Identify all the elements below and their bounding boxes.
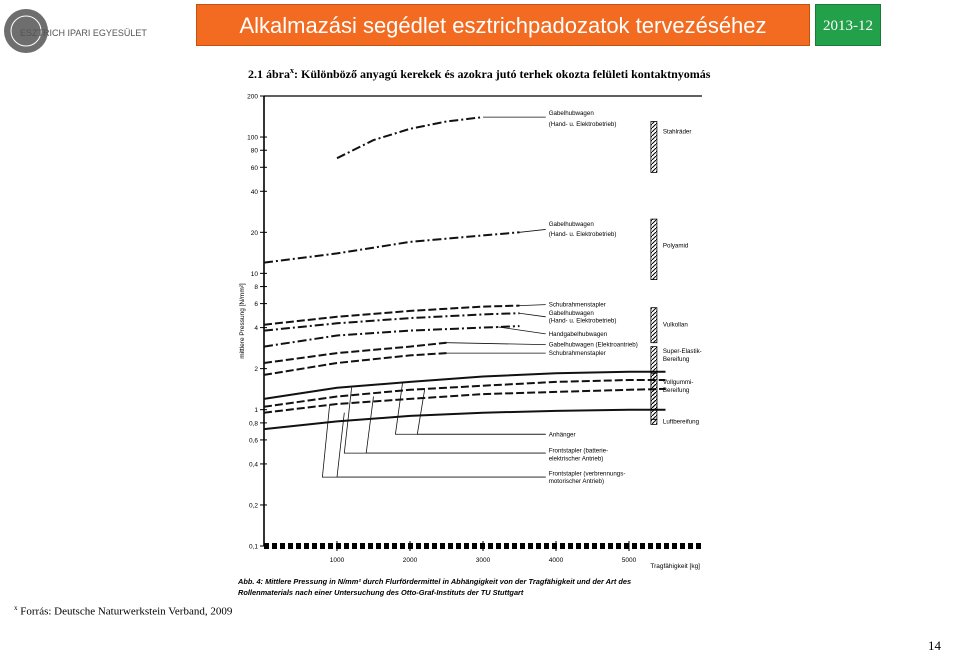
x-axis-band-segment — [304, 543, 309, 549]
y-tick-label: 10 — [250, 270, 258, 278]
x-axis-band-segment — [472, 543, 477, 549]
y-axis-label: mittlere Pressung [N/mm²] — [239, 283, 246, 359]
source-note — [14, 604, 232, 618]
x-axis-band-segment — [608, 543, 613, 549]
series-label: Gabelhubwagen — [548, 221, 594, 229]
material-label: Vollgummi- — [662, 378, 694, 386]
material-bar — [651, 308, 657, 343]
x-axis-band-segment — [456, 543, 461, 549]
material-label: Luftbereifung — [662, 418, 700, 426]
series-label: elektrischer Antrieb) — [548, 455, 604, 463]
x-axis-band-segment — [520, 543, 525, 549]
x-axis-band-segment — [640, 543, 645, 549]
y-tick-label: 6 — [254, 301, 258, 309]
x-axis-band-segment — [504, 543, 509, 549]
y-tick-label: 0,4 — [248, 461, 258, 469]
source-text: Forrás: Deutsche Naturwerkstein Verband, 2009 — [20, 605, 233, 618]
x-axis-band-segment — [648, 543, 653, 549]
x-axis-band-segment — [632, 543, 637, 549]
esztrich-logo — [2, 6, 147, 56]
material-label: Polyamid — [662, 242, 689, 250]
y-tick-label: 2 — [254, 366, 258, 374]
header-title: Alkalmazási segédlet esztrichpadozatok tervezéséhez — [239, 13, 767, 38]
x-axis-band-segment — [464, 543, 469, 549]
y-tick-label: 60 — [250, 164, 258, 172]
x-axis-band-segment — [400, 543, 405, 549]
series-line-11 — [264, 410, 666, 429]
series-label: Gabelhubwagen — [548, 310, 594, 318]
page-number: 14 — [928, 638, 941, 653]
series-label: Frontstapler (batterie- — [548, 447, 609, 455]
y-tick-label: 0,8 — [248, 420, 258, 428]
caption-marker: x — [290, 66, 294, 75]
x-axis-band-segment — [288, 543, 293, 549]
x-axis-band-segment — [664, 543, 669, 549]
y-tick-label: 40 — [250, 188, 258, 196]
leader-line — [498, 327, 546, 334]
x-axis-band-segment — [656, 543, 661, 549]
x-axis-band-segment — [592, 543, 597, 549]
series-line-1 — [337, 117, 483, 158]
caption-text: : Különböző anyagú kerekek és azokra jutó terhek okozta felületi kontaktnyomás — [294, 67, 711, 81]
material-bar — [651, 373, 657, 419]
series-label: Schubrahmenstapler — [548, 350, 606, 358]
x-tick-label: 4000 — [548, 557, 564, 564]
series-line-6 — [264, 343, 447, 363]
x-axis-band-segment — [296, 543, 301, 549]
series-label: Handgabelhubwagen — [548, 330, 608, 338]
leader-line — [447, 343, 546, 345]
x-axis-band-segment — [312, 543, 317, 549]
series-label: (Hand- u. Elektrobetrieb) — [548, 230, 617, 238]
series-label: Gabelhubwagen — [548, 110, 594, 118]
x-axis-band-segment — [432, 543, 437, 549]
caption-prefix: 2.1 ábra — [248, 67, 290, 81]
y-tick-label: 0,1 — [248, 543, 258, 551]
series-line-2 — [264, 232, 520, 262]
x-axis-label: Tragfähigkeit [kg] — [650, 563, 700, 570]
material-label: Vulkollan — [662, 321, 688, 329]
series-line-4 — [264, 313, 520, 330]
material-bar — [651, 122, 657, 173]
series-label: (Hand- u. Elektrobetrieb) — [548, 120, 617, 128]
x-axis-band-segment — [576, 543, 581, 549]
x-axis-band-segment — [568, 543, 573, 549]
x-axis-band-segment — [672, 543, 677, 549]
x-axis-band-segment — [344, 543, 349, 549]
chart-figure-caption: Rollenmaterials nach einer Untersuchung des Otto-Graf-Instituts der TU Stuttgart — [238, 588, 524, 597]
material-label: Bereifung — [662, 386, 690, 394]
figure-caption — [248, 66, 710, 82]
x-axis-band-segment — [392, 543, 397, 549]
x-axis-band-segment — [320, 543, 325, 549]
x-tick-label: 5000 — [621, 557, 637, 564]
x-axis-band-segment — [600, 543, 605, 549]
source-marker: x — [14, 604, 18, 612]
material-label: Bereifung — [662, 355, 690, 363]
y-tick-label: 0,6 — [248, 437, 258, 445]
x-tick-label: 1000 — [329, 557, 345, 564]
y-tick-label: 100 — [247, 134, 258, 142]
x-axis-band-segment — [328, 543, 333, 549]
x-axis-band-segment — [528, 543, 533, 549]
x-axis-band-segment — [536, 543, 541, 549]
x-axis-band-segment — [280, 543, 285, 549]
chart-figure-caption: Abb. 4: Mittlere Pressung in N/mm² durch Flurfördermittel in Abhängigkeit von der Tragfähigkeit und der Art des — [238, 577, 632, 586]
leader-line — [520, 229, 546, 232]
x-axis-band-segment — [448, 543, 453, 549]
series-line-9 — [264, 380, 666, 407]
x-axis-band-segment — [680, 543, 685, 549]
x-axis-band-segment — [584, 543, 589, 549]
header-date: 2013-12 — [823, 18, 873, 34]
x-tick-label: 3000 — [475, 557, 491, 564]
x-axis-band-segment — [616, 543, 621, 549]
material-bar — [651, 219, 657, 279]
series-label: Frontstapler (verbrennungs- — [548, 470, 626, 478]
x-axis-band-segment — [512, 543, 517, 549]
leader-line — [520, 313, 546, 317]
x-axis-band-segment — [496, 543, 501, 549]
x-axis-band-segment — [368, 543, 373, 549]
x-axis-band-segment — [624, 543, 629, 549]
y-tick-label: 200 — [247, 93, 258, 101]
x-axis-band-segment — [696, 543, 701, 549]
y-tick-label: 0,2 — [248, 502, 258, 510]
x-axis-band-segment — [272, 543, 277, 549]
x-axis-band-segment — [488, 543, 493, 549]
series-line-7 — [264, 353, 447, 375]
leader-line — [520, 305, 546, 306]
material-bar — [651, 419, 657, 424]
x-axis-band-segment — [376, 543, 381, 549]
series-label: (Hand- u. Elektrobetrieb) — [548, 317, 617, 325]
series-label: Schubrahmenstapler — [548, 301, 606, 309]
y-tick-label: 20 — [250, 229, 258, 237]
y-tick-label: 8 — [254, 284, 258, 292]
x-axis-band-segment — [688, 543, 693, 549]
leader-line-bottom — [366, 396, 546, 453]
series-label: Anhänger — [548, 431, 576, 439]
y-tick-label: 80 — [250, 147, 258, 155]
x-axis-band-segment — [384, 543, 389, 549]
x-axis-band-segment — [424, 543, 429, 549]
header-date-box — [815, 4, 881, 46]
y-tick-label: 1 — [254, 407, 258, 415]
x-axis-band-segment — [440, 543, 445, 549]
x-tick-label: 2000 — [402, 557, 418, 564]
x-axis-band-segment — [544, 543, 549, 549]
material-label: Stahlräder — [662, 128, 692, 136]
series-label: Gabelhubwagen (Elektroantrieb) — [548, 341, 638, 349]
header-title-box — [196, 4, 810, 46]
x-axis-band-segment — [416, 543, 421, 549]
x-axis-band-segment — [360, 543, 365, 549]
leader-line-bottom — [337, 413, 546, 477]
x-axis-band-segment — [352, 543, 357, 549]
material-label: Super-Elastik- — [662, 347, 702, 355]
logo-text: ESZTRICH IPARI EGYESÜLET — [20, 28, 147, 38]
pressure-chart — [232, 84, 722, 604]
x-axis-band-segment — [560, 543, 565, 549]
y-tick-label: 4 — [254, 325, 258, 333]
series-label: motorischer Antrieb) — [548, 477, 605, 485]
